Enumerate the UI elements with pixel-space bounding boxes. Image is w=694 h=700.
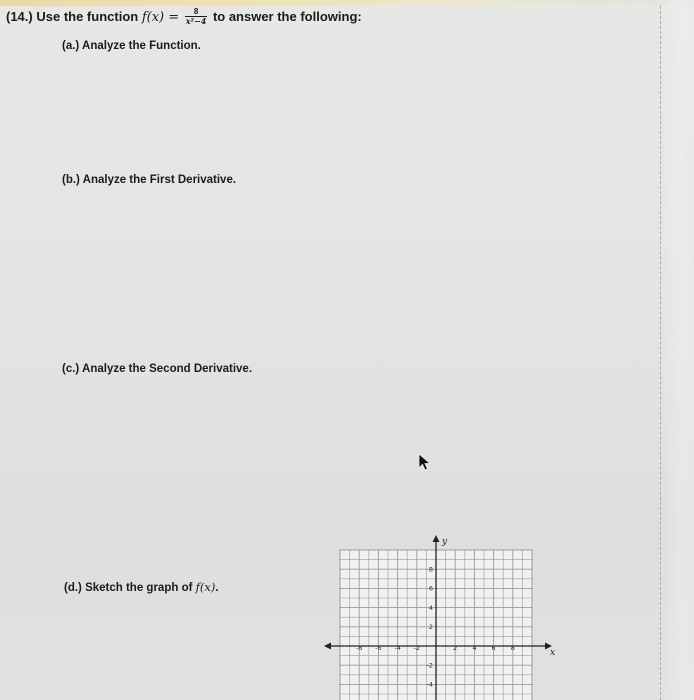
x-tick-label: 2 <box>453 644 458 652</box>
function-lhs: f(x) = <box>141 10 180 25</box>
x-tick-label: -6 <box>375 644 382 652</box>
x-tick-label: -2 <box>413 644 421 652</box>
x-tick-label: 4 <box>472 644 477 652</box>
problem-header <box>6 8 362 27</box>
part-d-function: f(x) <box>195 580 216 594</box>
x-tick-label: -4 <box>394 644 401 652</box>
y-tick-label: 4 <box>428 603 433 612</box>
x-tick-label: 6 <box>491 644 496 652</box>
y-tick-label: -4 <box>426 680 433 689</box>
y-tick-label: -2 <box>426 661 433 670</box>
function-fraction <box>185 7 208 26</box>
part-b-prompt: (b.) Analyze the First Derivative. <box>62 174 237 186</box>
part-d-prompt <box>64 580 219 594</box>
problem-tail-text: to answer the following: <box>212 9 362 24</box>
coordinate-grid <box>322 535 556 700</box>
page-top-edge <box>0 0 694 6</box>
x-tick-label: 8 <box>510 644 515 652</box>
part-d-prefix: (d.) Sketch the graph of <box>64 582 193 594</box>
x-tick-label: -8 <box>355 644 363 652</box>
y-tick-label: 8 <box>428 565 433 574</box>
y-tick-label: 2 <box>428 623 433 632</box>
y-axis-label: y <box>442 537 448 547</box>
fraction-denominator: x²−4 <box>185 16 207 27</box>
page-right-shadow <box>660 0 694 700</box>
fraction-numerator: 8 <box>185 7 208 17</box>
y-tick-label: 6 <box>428 584 433 593</box>
part-a-prompt: (a.) Analyze the Function. <box>62 40 201 52</box>
y-axis-arrow-up <box>433 535 440 542</box>
part-c-prompt: (c.) Analyze the Second Derivative. <box>62 363 253 375</box>
x-axis-label: x <box>550 648 556 658</box>
problem-lead-text: Use the function <box>36 9 139 24</box>
perforated-margin-line <box>660 6 661 700</box>
x-axis-arrow-left <box>324 643 331 650</box>
part-d-suffix: . <box>215 582 219 594</box>
problem-number: (14.) <box>6 9 33 24</box>
mouse-cursor-icon <box>418 453 432 471</box>
